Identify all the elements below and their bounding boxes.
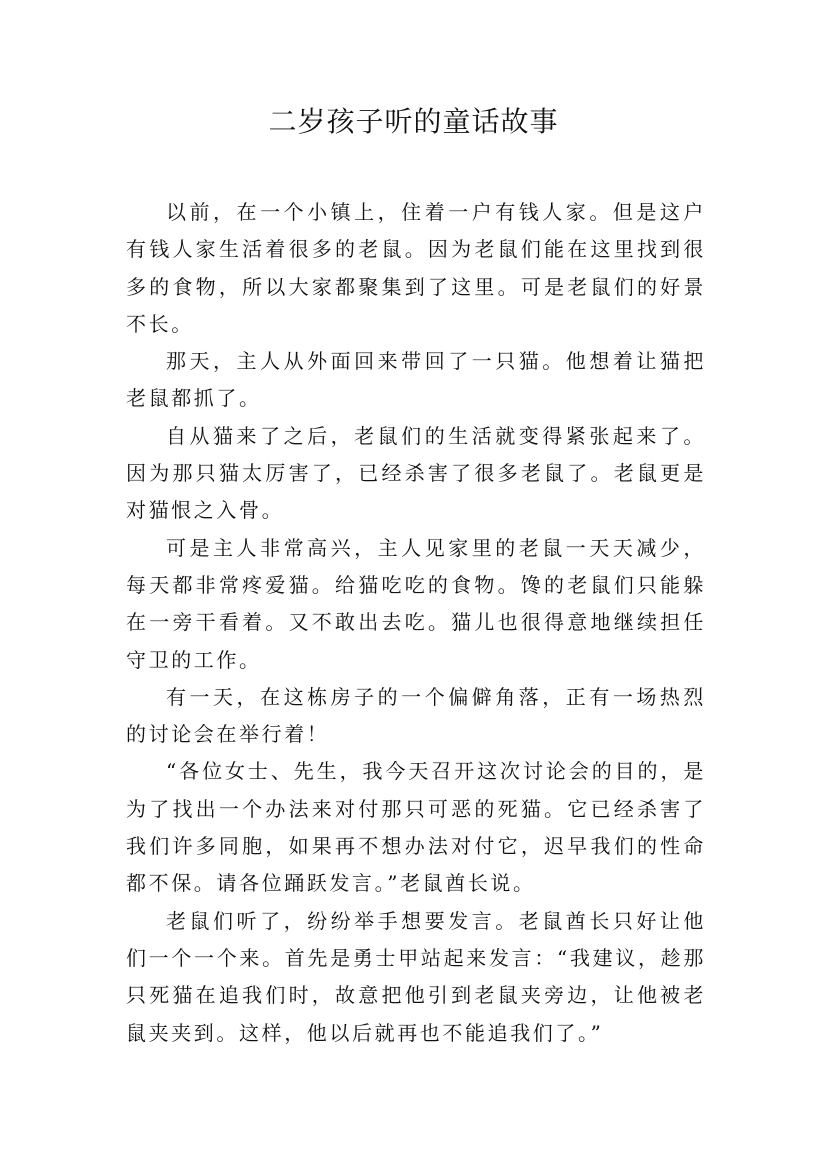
- paragraph: 老鼠们听了，纷纷举手想要发言。老鼠酋长只好让他们一个一个来。首先是勇士甲站起来发言：“我建议，趁那只死猫在追我们时，故意把他引到老鼠夹旁边，让他被老鼠夹夹到。这样，他以后就再也不能追我们了。”: [126, 908, 706, 1045]
- paragraph: 那天，主人从外面回来带回了一只猫。他想着让猫把老鼠都抓了。: [126, 349, 706, 411]
- paragraph: 以前，在一个小镇上，住着一户有钱人家。但是这户有钱人家生活着很多的老鼠。因为老鼠们能在这里找到很多的食物，所以大家都聚集到了这里。可是老鼠们的好景不长。: [126, 200, 706, 336]
- paragraph: 有一天，在这栋房子的一个偏僻角落，正有一场热烈的讨论会在举行着！: [126, 684, 706, 747]
- paragraph: “各位女士、先生，我今天召开这次讨论会的目的，是为了找出一个办法来对付那只可恶的死猫。它已经杀害了我们许多同胞，如果再不想办法对付它，迟早我们的性命都不保。请各位踊跃发言。”老鼠酋长说。: [126, 759, 706, 896]
- document-body: [126, 194, 706, 1052]
- document-title: 二岁孩子听的童话故事: [268, 105, 559, 138]
- paragraph: 自从猫来了之后，老鼠们的生活就变得紧张起来了。因为那只猫太厉害了，已经杀害了很多老鼠了。老鼠更是对猫恨之入骨。: [126, 423, 706, 523]
- paragraph: 可是主人非常高兴，主人见家里的老鼠一天天减少，每天都非常疼爱猫。给猫吃吃的食物。馋的老鼠们只能躲在一旁干看着。又不敢出去吃。猫儿也很得意地继续担任守卫的工作。: [126, 535, 706, 672]
